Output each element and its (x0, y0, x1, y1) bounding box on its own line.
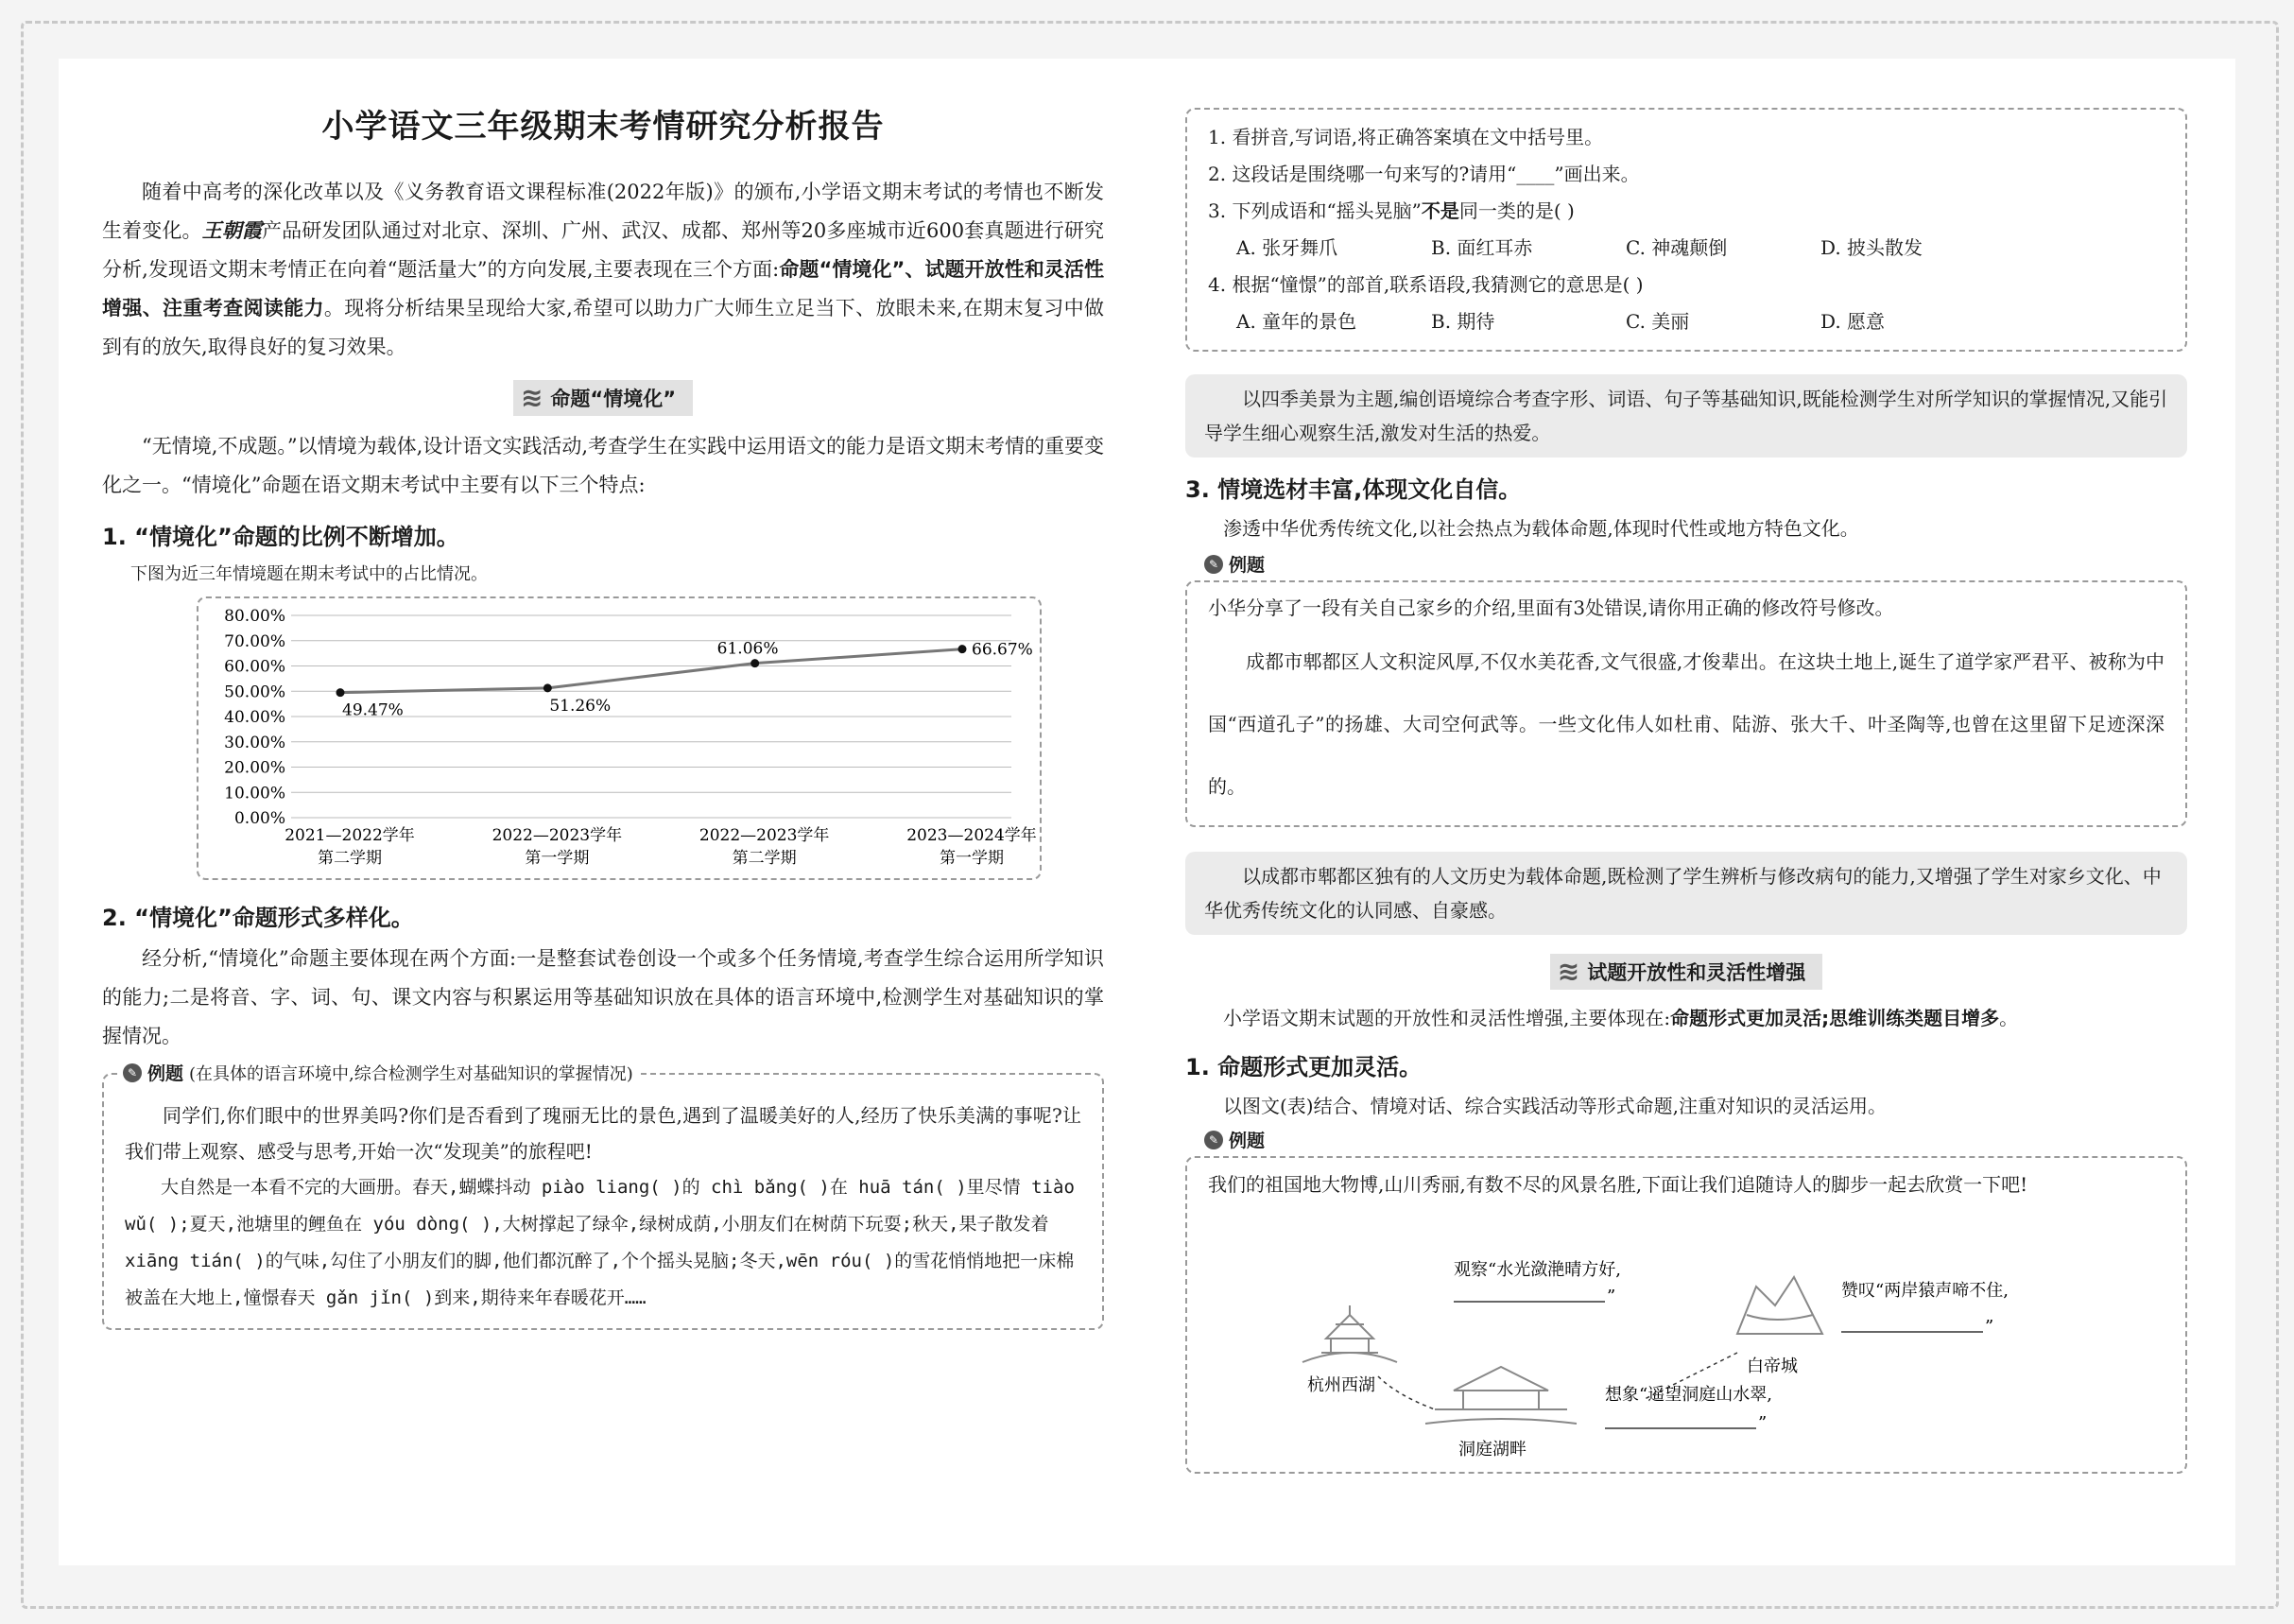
question-4: 4. 根据“憧憬”的部首,联系语段,我猜测它的意思是( ) (1208, 273, 1644, 296)
x-tick-label: 第二学期 (732, 849, 797, 868)
data-label: 61.06% (716, 639, 779, 659)
analysis-note-2: 以成都市郫都区独有的人文历史为载体命题,既检测了学生辨析与修改病句的能力,又增强了学生对家乡文化、中华优秀传统文化的认同感、自豪感。 (1185, 852, 2187, 935)
hangzhou-label: 杭州西湖 (1307, 1375, 1375, 1395)
pencil-icon: ✎ (123, 1063, 142, 1082)
y-tick-label: 10.00% (224, 784, 285, 803)
right-column (1185, 59, 2187, 1474)
question-box (1185, 108, 2187, 352)
example-box-2 (1185, 580, 2187, 827)
lake-illustration (1425, 1367, 1577, 1424)
wave-icon: ≋ (520, 382, 543, 413)
data-label: 49.47% (342, 700, 404, 720)
y-tick-label: 40.00% (224, 708, 285, 727)
x-tick-label: 第一学期 (940, 849, 1004, 868)
page-title: 小学语文三年级期末考情研究分析报告 (321, 108, 885, 146)
paragraph-5: 以图文(表)结合、情境对话、综合实践活动等形式命题,注重对知识的灵活运用。 (1223, 1095, 1887, 1117)
example-2-question: 小华分享了一段有关自己家乡的介绍,里面有3处错误,请你用正确的修改符号修改。 (1208, 596, 1894, 619)
y-tick-label: 60.00% (224, 657, 285, 677)
pencil-icon: ✎ (1204, 1131, 1223, 1149)
pagoda-illustration (1302, 1305, 1397, 1362)
heading-3: 3. 情境选材丰富,体现文化自信。 (1185, 476, 1522, 503)
svg-text:”: ” (1607, 1287, 1616, 1306)
baidi-label: 白帝城 (1747, 1356, 1798, 1376)
line-3-text: 想象“遥望洞庭山水翠, (1605, 1385, 1772, 1405)
pencil-icon: ✎ (1204, 555, 1223, 574)
section1-paragraph-2: 经分析,“情境化”命题主要体现在两个方面:一是整套试卷创设一个或多个任务情境,考查学生综合运用所学知识的能力;二是将音、字、词、句、课文内容与积累运用等基础知识放在具体的语言环境中,检测学生对基础知识的掌握情况。 (102, 947, 1104, 1047)
heading-2: 2. “情境化”命题形式多样化。 (102, 905, 414, 931)
data-point (543, 683, 552, 692)
wave-icon: ≋ (1557, 956, 1580, 987)
question-1: 1. 看拼音,写词语,将正确答案填在文中括号里。 (1208, 126, 1604, 148)
question-4-options: A. 童年的景色 B. 期待 C. 美丽 D. 愿意 (1236, 310, 1886, 333)
data-label: 66.67% (972, 640, 1033, 660)
line-1-text: 观察“水光潋滟晴方好, (1454, 1260, 1621, 1280)
y-tick-label: 50.00% (224, 682, 285, 702)
chart-caption: 下图为近三年情境题在期末考试中的占比情况。 (130, 564, 488, 584)
chart-box (197, 596, 1042, 880)
section-badge-open: ≋ 试题开放性和灵活性增强 (1185, 954, 2187, 990)
page (59, 59, 2235, 1565)
section-badge-situational: ≋ 命题“情境化” (102, 380, 1104, 416)
y-tick-label: 0.00% (233, 809, 285, 828)
example-3-text: 我们的祖国地大物博,山川秀丽,有数不尽的风景名胜,下面让我们追随诗人的脚步一起去欣赏一下吧! (1208, 1173, 2028, 1196)
x-tick-label: 2022—2023学年 (699, 826, 830, 845)
scenic-map (1208, 1249, 2163, 1457)
example-paragraph-2: 大自然是一本看不完的大画册。春天,蝴蝶抖动 piào liang( )的 chì bǎng( )在 huā tán( )里尽情 tiào wǔ( );夏天,池塘里的鲤鱼在 yóu dòng( ),大树撑起了绿伞,绿树成荫,小朋友们在树荫下玩耍;秋天,果子散发着 xiāng tián( )的气味,勾住了小朋友们的脚,他们都沉醉了,个个摇头晃脑;冬天,wēn róu( )的雪花悄悄地把一床棉被盖在大地上,憧憬春天 gǎn jǐn( )到来,期待来年春暖花开…… (125, 1177, 1075, 1308)
x-tick-label: 2023—2024学年 (906, 826, 1037, 845)
example-2-passage: 成都市郫都区人文积淀风厚,不仅水美花香,文气很盛,才俊辈出。在这块土地上,诞生了道学家严君平、被称为中国“西道孔子”的扬雄、大司空何武等。一些文化伟人如杜甫、陆游、张大千、叶圣陶等,也曾在这里留下足迹深深的。 (1208, 650, 2165, 798)
svg-text:”: ” (1985, 1317, 1994, 1337)
line-2-text: 赞叹“两岸猿声啼不住, (1841, 1281, 2009, 1301)
question-2: 2. 这段话是围绕哪一句来写的?请用“____”画出来。 (1208, 163, 1640, 185)
x-tick-label: 第一学期 (525, 849, 590, 868)
brand-logo: 王朝霞 (201, 219, 263, 242)
data-point (336, 688, 345, 697)
mountain-illustration (1737, 1277, 1822, 1334)
line-chart (198, 598, 1040, 878)
paragraph-4: 小学语文期末试题的开放性和灵活性增强,主要体现在:命题形式更加灵活;思维训练类题目增多。 (1223, 1007, 2019, 1029)
x-tick-label: 2021—2022学年 (285, 826, 415, 845)
example-box-1 (102, 1063, 1104, 1330)
example-label-2: ✎ 例题 (1204, 551, 2187, 577)
svg-text:”: ” (1758, 1413, 1768, 1433)
data-label: 51.26% (549, 696, 612, 716)
x-tick-label: 2022—2023学年 (492, 826, 623, 845)
section1-intro: “无情境,不成题。”以情境为载体,设计语文实践活动,考查学生在实践中运用语文的能力是语文期末考情的重要变化之一。“情境化”命题在语文期末考试中主要有以下三个特点: (102, 435, 1104, 496)
intro-paragraph: 随着中高考的深化改革以及《义务教育语文课程标准(2022年版)》的颁布,小学语文期末考试的考情也不断发生着变化。王朝霞产品研发团队通过对北京、深圳、广州、武汉、成都、郑州等20多座城市近600套真题进行研究分析,发现语文期末考情正在向着“题活量大”的方向发展,主要表现在三个方面:命题“情境化”、试题开放性和灵活性增强、注重考查阅读能力。现将分析结果呈现给大家,希望可以助力广大师生立足当下、放眼未来,在期末复习中做到有的放矢,取得良好的复习效果。 (102, 181, 1105, 358)
data-point (750, 659, 759, 667)
x-tick-label: 第二学期 (318, 849, 382, 868)
example-label-3: ✎ 例题 (1204, 1127, 2187, 1152)
heading-4: 1. 命题形式更加灵活。 (1185, 1054, 1423, 1080)
paragraph-3: 渗透中华优秀传统文化,以社会热点为载体命题,体现时代性或地方特色文化。 (1223, 517, 1859, 540)
y-tick-label: 30.00% (224, 733, 285, 752)
analysis-note-1: 以四季美景为主题,编创语境综合考查字形、词语、句子等基础知识,既能检测学生对所学知识的掌握情况,又能引导学生细心观察生活,激发对生活的热爱。 (1185, 374, 2187, 458)
example-label: ✎ 例题 (在具体的语言环境中,综合检测学生对基础知识的掌握情况) (117, 1060, 639, 1085)
data-point (958, 645, 967, 653)
y-tick-label: 20.00% (224, 758, 285, 778)
y-tick-label: 70.00% (224, 631, 285, 651)
heading-1: 1. “情境化”命题的比例不断增加。 (102, 524, 459, 550)
dongting-label: 洞庭湖畔 (1458, 1440, 1526, 1457)
left-column (102, 59, 1104, 1330)
question-3-options: A. 张牙舞爪 B. 面红耳赤 C. 神魂颠倒 D. 披头散发 (1236, 236, 1923, 259)
series-line (340, 649, 962, 693)
y-tick-label: 80.00% (224, 607, 285, 626)
example-paragraph-1: 同学们,你们眼中的世界美吗?你们是否看到了瑰丽无比的景色,遇到了温暖美好的人,经历了快乐美满的事呢?让我们带上观察、感受与思考,开始一次“发现美”的旅程吧! (125, 1104, 1081, 1163)
question-3: 3. 下列成语和“摇头晃脑”不是同一类的是( ) (1208, 199, 1575, 222)
example-box-3 (1185, 1156, 2187, 1474)
